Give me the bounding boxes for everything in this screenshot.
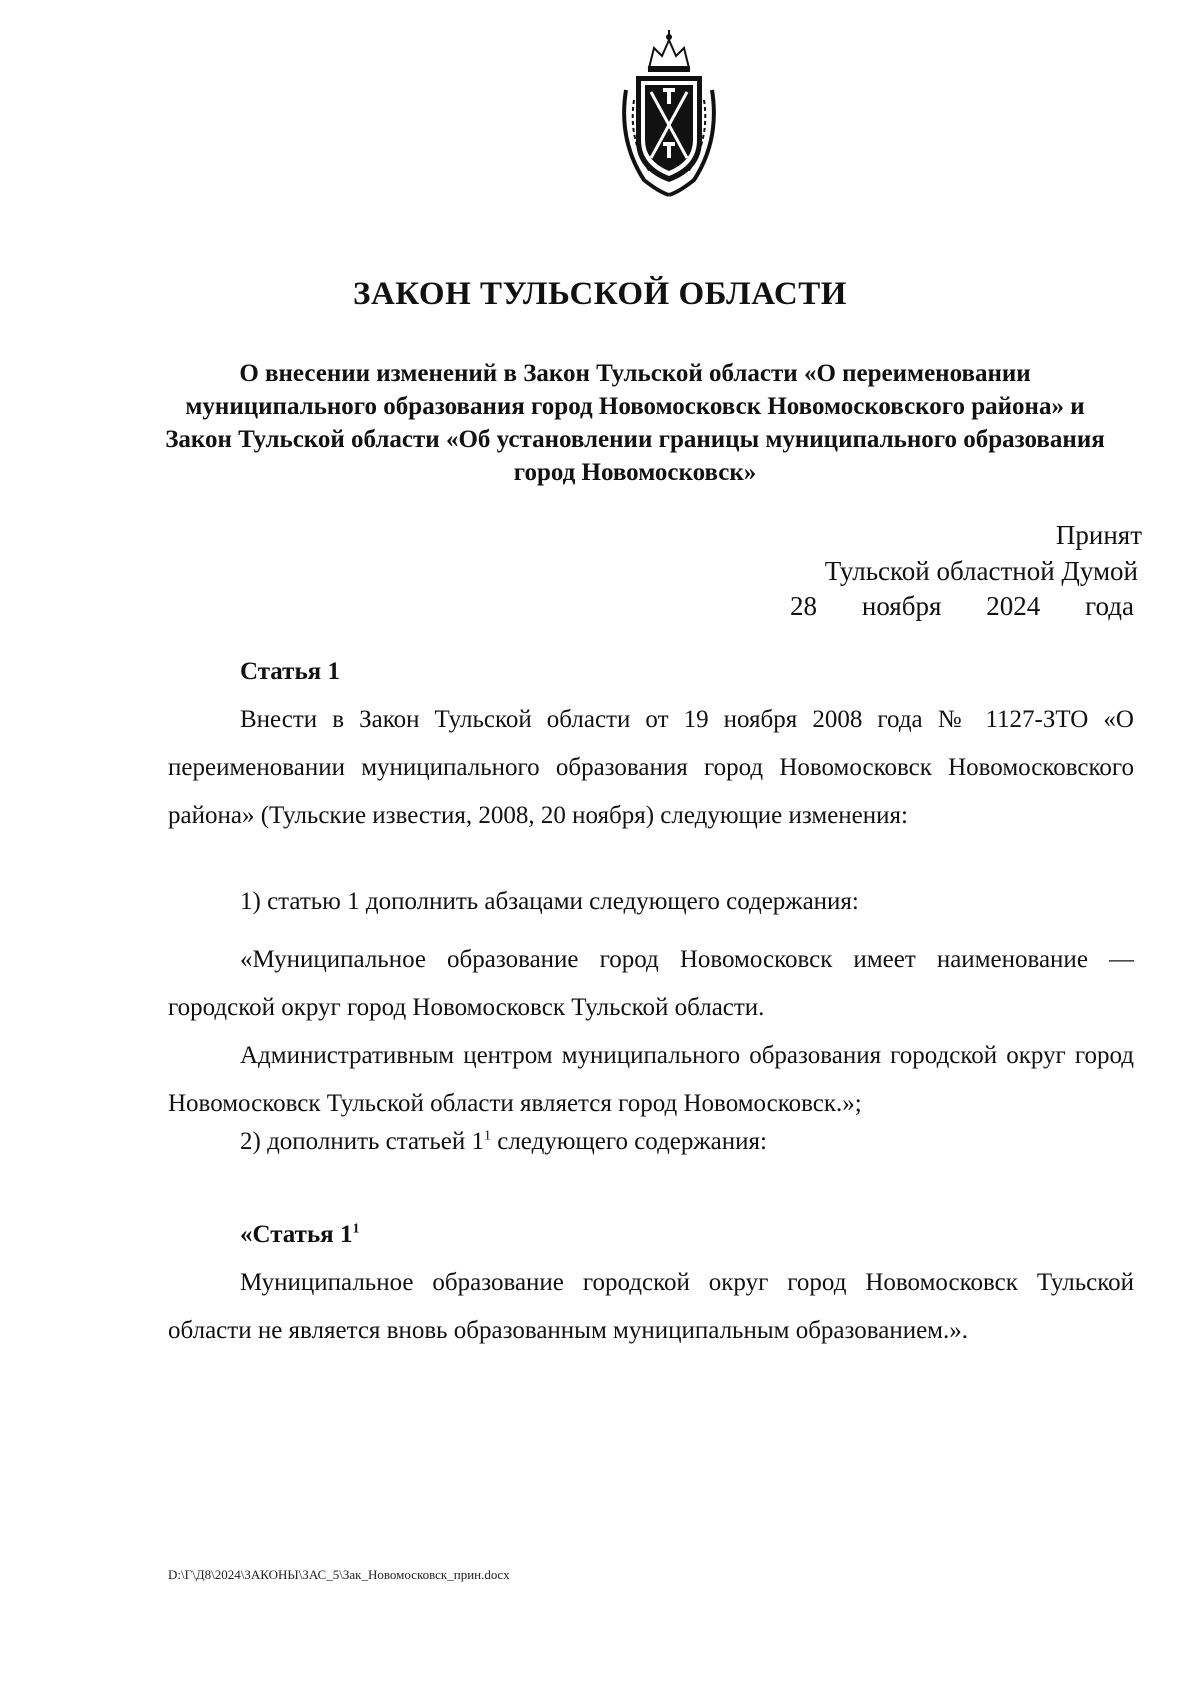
article-1-1-heading-text: «Статья 1 xyxy=(240,1221,353,1248)
crown-icon xyxy=(648,30,690,72)
adopted-month: ноября xyxy=(861,591,942,621)
article-1-item-2-tail: следующего содержания: xyxy=(490,1128,767,1155)
file-path-footer: D:\Г\Д8\2024\ЗАКОНЫ\ЗАС_5\Зак_Новомосковск_прин.docx xyxy=(168,1567,510,1582)
article-1-quote-1: «Муниципальное образование город Новомосковск имеет наименование — городской округ город Новомосковск Тульской области. xyxy=(168,946,1134,1021)
article-1-item-2 xyxy=(240,1128,767,1156)
article-1-item-2-sup: 1 xyxy=(483,1128,491,1144)
adopted-year: 2024 xyxy=(986,591,1041,621)
article-1-quote-2: Административным центром муниципального образования городской округ город Новомосковск Тульской области является город Новомосковск.»; xyxy=(168,1042,1134,1117)
article-1-intro: Внести в Закон Тульской области от 19 ноября 2008 года № 1127-ЗТО «О переименовании муниципального образования город Новомосковск Новомосковского района» (Тульские известия, 2008, 20 ноября) следующие изменения: xyxy=(168,706,1134,829)
article-1-item-1: 1) статью 1 дополнить абзацами следующего содержания: xyxy=(240,888,859,915)
adopted-date xyxy=(790,591,1134,622)
adopted-label: Принят xyxy=(1055,520,1142,550)
article-1-1-heading xyxy=(240,1221,359,1249)
article-1-heading: Статья 1 xyxy=(240,658,340,685)
adopted-day: 28 xyxy=(790,591,817,621)
article-1-item-2-text: 2) дополнить статьей 1 xyxy=(240,1128,484,1155)
article-1-1-heading-sup: 1 xyxy=(352,1221,360,1237)
document-subtitle: О внесении изменений в Закон Тульской области «О переименовании муниципального образования город Новомосковск Новомосковского района» и Закон Тульской области «Об установлении границы муниципального образования город Новомосковск» xyxy=(165,360,1105,486)
article-1-1-text: Муниципальное образование городской округ город Новомосковск Тульской области не является вновь образованным муниципальным образованием.». xyxy=(168,1269,1134,1344)
tula-coat-of-arms-icon xyxy=(614,30,724,200)
document-title: ЗАКОН ТУЛЬСКОЙ ОБЛАСТИ xyxy=(353,276,847,312)
adopted-year-word: года xyxy=(1085,591,1134,621)
adopted-by: Тульской областной Думой xyxy=(824,556,1138,586)
